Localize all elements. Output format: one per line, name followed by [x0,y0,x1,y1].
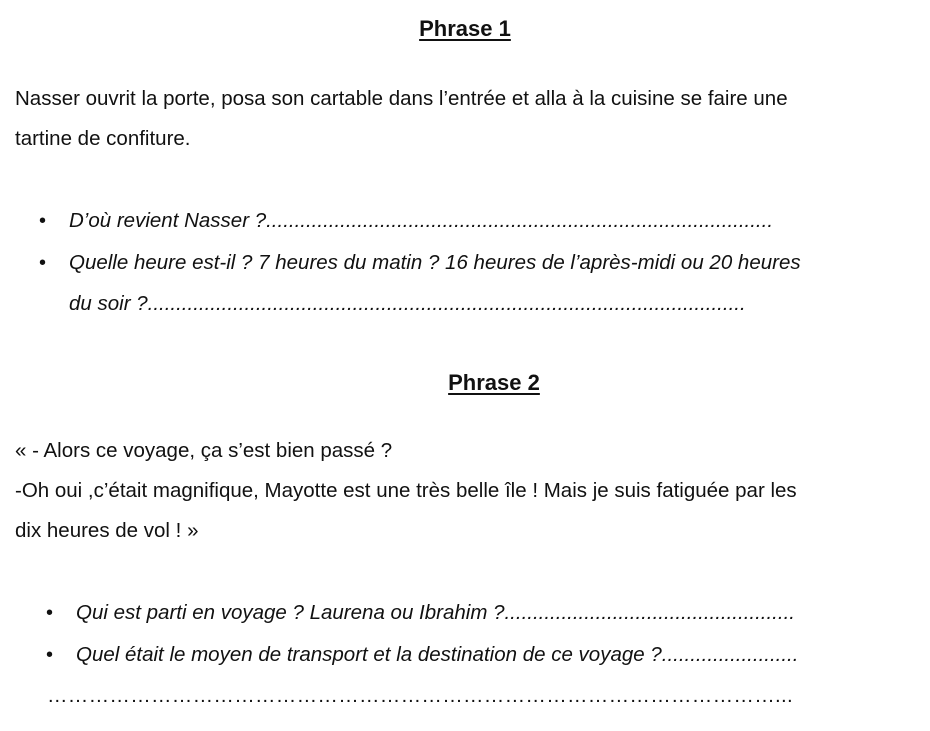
list-item [46,634,799,676]
phrase-2-dialog-line-3: dix heures de vol ! » [15,519,199,542]
list-item [39,200,801,242]
question-answer-line: du soir ?......................................................................................................... [69,292,746,315]
phrase-1-heading: Phrase 1 [419,16,511,41]
question-text: Qui est parti en voyage ? Laurena ou Ibrahim ?................................................... [76,601,795,624]
phrase-2-questions [46,592,799,676]
question-text: Quelle heure est-il ? 7 heures du matin ? 16 heures de l’après-midi ou 20 heures [69,251,801,274]
bullet-icon: • [46,644,54,666]
question-text: D’où revient Nasser ?......................................................................................... [69,209,774,232]
phrase-1-text [15,79,915,159]
bullet-icon: • [46,602,54,624]
phrase-1-text-line-2: tartine de confiture. [15,127,191,150]
phrase-2-dialog-line-1: « - Alors ce voyage, ça s’est bien passé ? [15,439,393,462]
phrase-2-heading: Phrase 2 [448,370,540,395]
bullet-icon: • [39,252,47,274]
phrase-1-text-line-1: Nasser ouvrit la porte, posa son cartable dans l’entrée et alla à la cuisine se faire une [15,87,788,110]
phrase-2-dialog [15,431,915,551]
phrase-1-questions [39,200,801,324]
bullet-icon: • [39,210,47,232]
answer-line: ……………………………………………………………………………………………... [47,684,793,707]
list-item [39,242,801,324]
list-item [46,592,798,634]
phrase-2-dialog-line-2: -Oh oui ,c’était magnifique, Mayotte est une très belle île ! Mais je suis fatiguée par les [15,479,797,502]
question-text: Quel était le moyen de transport et la destination de ce voyage ?........................ [76,643,799,666]
